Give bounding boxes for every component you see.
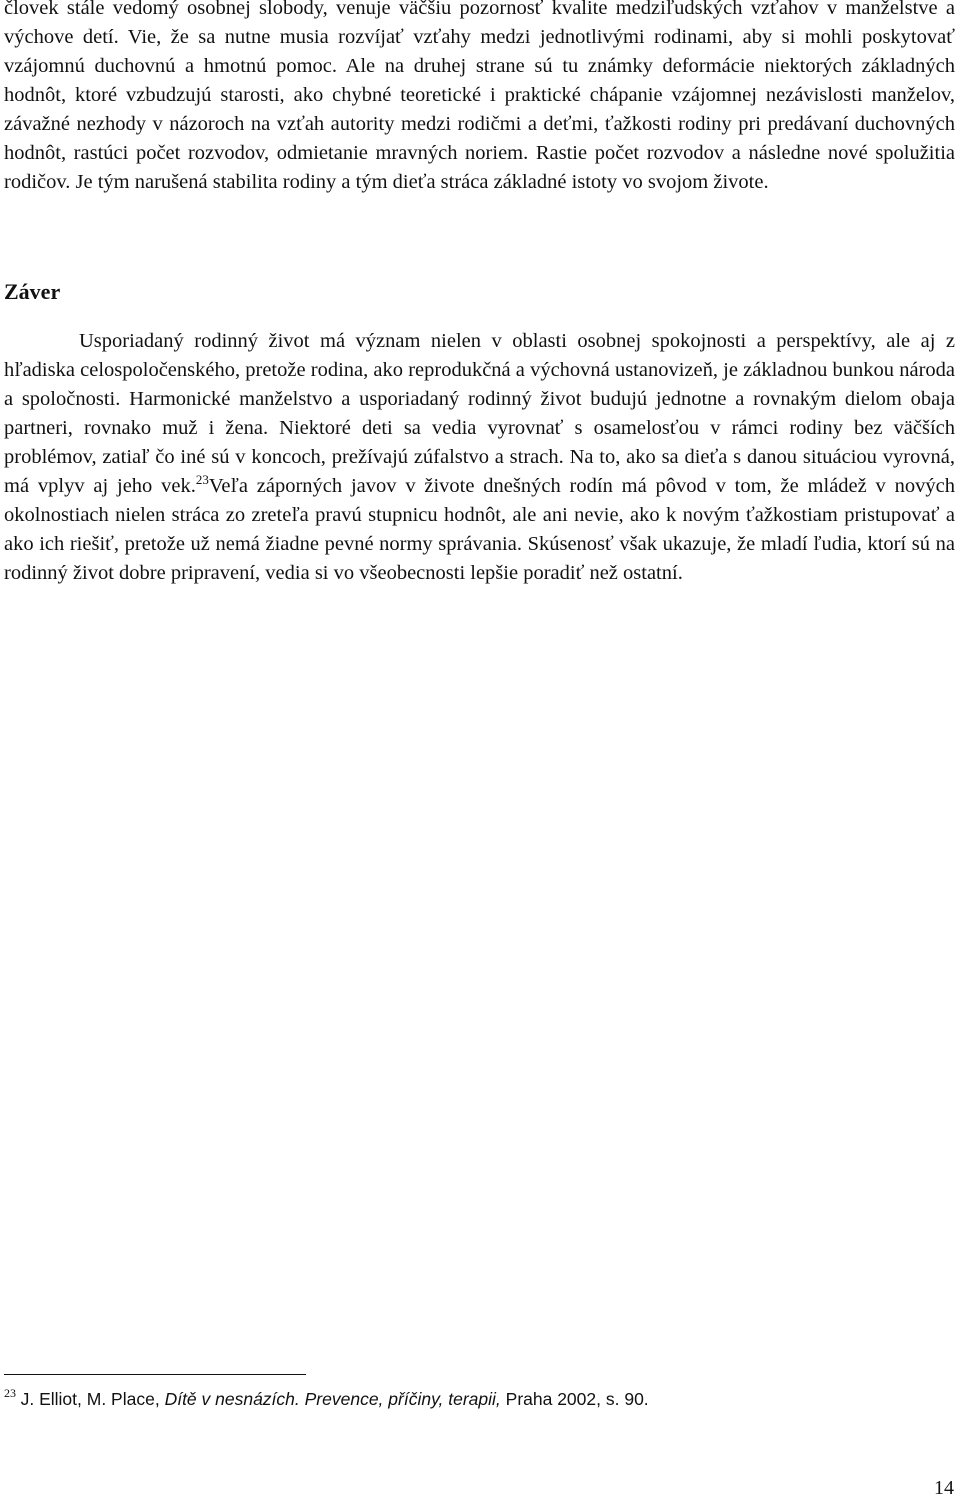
page-number: 14 — [934, 1477, 954, 1499]
footnote-title: Dítě v nesnázích. Prevence, příčiny, terapii, — [164, 1389, 501, 1409]
footnote-number: 23 — [4, 1386, 16, 1400]
paragraph-text-before-ref: Usporiadaný rodinný život má význam nielen v oblasti osobnej spokojnosti a perspektívy, ale aj z hľadiska celospoločenského, pretože rodina, ako reprodukčná a výchovná ustanovizeň, je základnou bunkou národa a spoločnosti. Harmonické manželstvo a usporiadaný rodinný život budujú jednotne a rovnakým dielom obaja partneri, rovnako muž i žena. Niektoré deti sa vedia vyrovnať s osamelosťou v rámci rodiny bez väčších problémov, zatiaľ čo iné sú v koncoch, prežívajú zúfalstvo a strach. Na to, ako sa dieťa s danou situáciou vyrovná, má vplyv aj jeho vek. — [4, 330, 955, 497]
footnote-reference: 23 — [195, 472, 209, 487]
footnote-rest: Praha 2002, s. 90. — [500, 1389, 649, 1409]
footnote-separator — [4, 1374, 306, 1375]
paragraph-text-after-ref: Veľa záporných javov v živote dnešných rodín má pôvod v tom, že mládež v nových okolnostiach nielen stráca zo zreteľa pravú stupnicu hodnôt, ale ani nevie, ako k novým ťažkostiam pristupovať a ako ich riešiť, pretože už nemá žiadne pevné normy správania. Skúsenosť však ukazuje, že mladí ľudia, ktorí sú na rodinný život dobre pripravení, vedia si vo všeobecnosti lepšie poradiť než ostatní. — [4, 475, 955, 584]
section-heading: Záver — [4, 279, 61, 304]
body-paragraph-top: človek stále vedomý osobnej slobody, venuje väčšiu pozornosť kvalite medziľudských vzťahov v manželstve a výchove detí. Vie, že sa nutne musia rozvíjať vzťahy medzi jednotlivými rodinami, aby si mohli poskytovať vzájomnú duchovnú a hmotnú pomoc. Ale na druhej strane sú tu známky deformácie niektorých základných hodnôt, ktoré vzbudzujú starosti, ako chybné teoretické i praktické chápanie vzájomnej nezávislosti manželov, závažné nezhody v názoroch na vzťah autority medzi rodičmi a deťmi, ťažkosti rodiny pri predávaní duchovných hodnôt, rastúci počet rozvodov, odmietanie mravných noriem. Rastie počet rozvodov a následne nové spolužitia rodičov. Je tým narušená stabilita rodiny a tým dieťa stráca základné istoty vo svojom živote. — [4, 0, 955, 193]
footnote-authors: J. Elliot, M. Place, — [20, 1389, 165, 1409]
footnote — [4, 1386, 649, 1413]
body-paragraph-conclusion — [4, 327, 955, 588]
